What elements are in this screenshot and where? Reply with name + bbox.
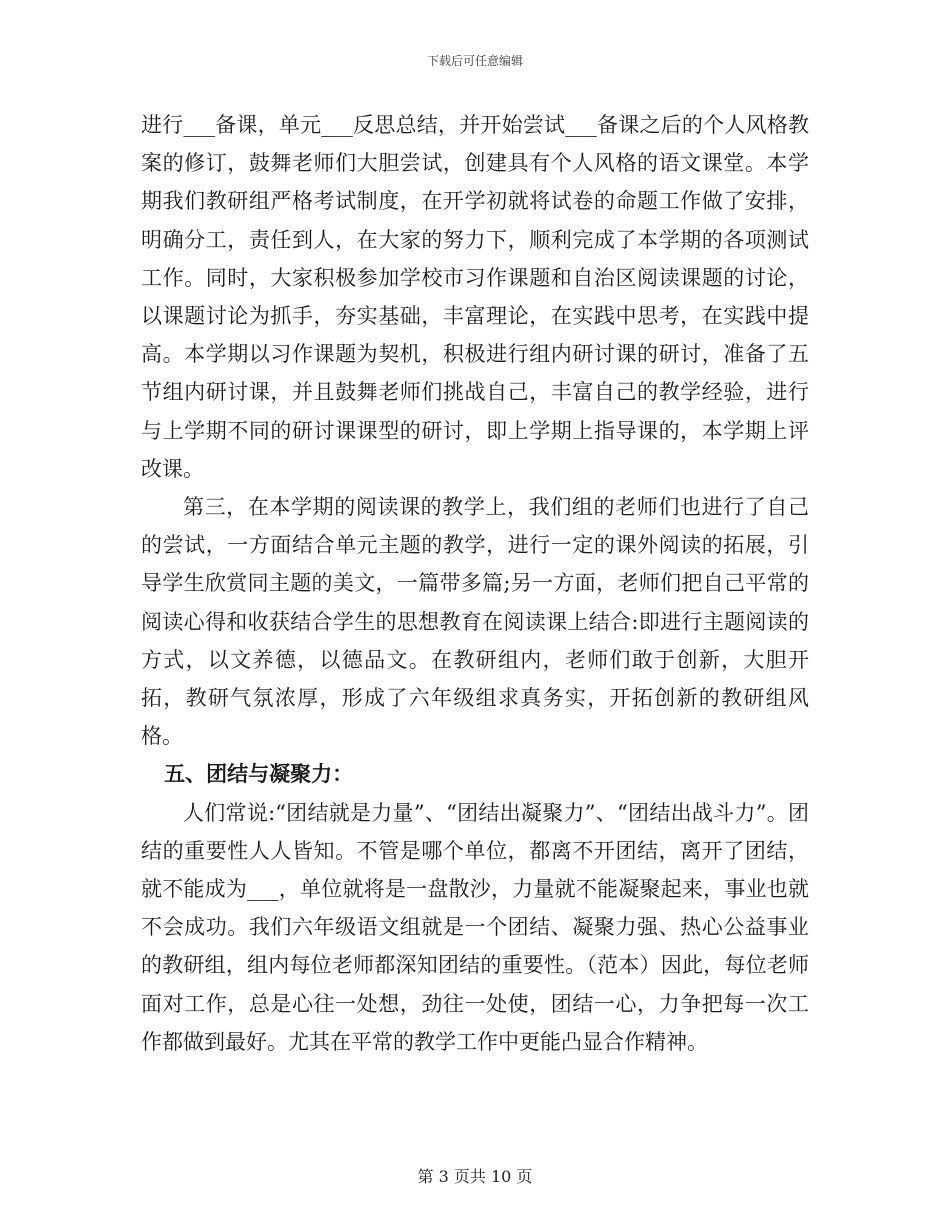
paragraph-lesson-prep: 进行___备课，单元___反思总结，并开始尝试___备课之后的个人风格教案的修订，鼓舞老师们大胆尝试，创建具有个人风格的语文课堂。本学期我们教研组严格考试制度，在开学初就将试卷的命题工作做了安排，明确分工，责任到人，在大家的努力下，顺利完成了本学期的各项测试工作。同时，大家积极参加学校市习作课题和自治区阅读课题的讨论，以课题讨论为抓手，夯实基础，丰富理论，在实践中思考，在实践中提高。本学期以习作课题为契机，积极进行组内研讨课的研讨，准备了五节组内研讨课，并且鼓舞老师们挑战自己，丰富自己的教学经验，进行与上学期不同的研讨课课型的研讨，即上学期上指导课的，本学期上评改课。 [141, 113, 809, 481]
paragraph-unity: 人们常说:“团结就是力量”、“团结出凝聚力”、“团结出战斗力”。团结的重要性人人皆知。不管是哪个单位，都离不开团结，离开了团结，就不能成为___，单位就将是一盘散沙，力量就不能凝聚起来，事业也就不会成功。我们六年级语文组就是一个团结、凝聚力强、热心公益事业的教研组，组内每位老师都深知团结的重要性。（范本）因此，每位老师面对工作，总是心往一处想，劲往一处使，团结一心，力争把每一次工作都做到最好。尤其在平常的教学工作中更能凸显合作精神。 [141, 800, 809, 1054]
section-heading-unity: 五、团结与凝聚力： [164, 762, 354, 787]
page-number: 第 3 页共 10 页 [417, 1167, 533, 1186]
page-header: 下载后可任意编辑 [426, 54, 523, 68]
document-body [141, 106, 809, 1061]
paragraph-reading-class: 第三，在本学期的阅读课的教学上，我们组的老师们也进行了自己的尝试，一方面结合单元主题的教学，进行一定的课外阅读的拓展，引导学生欣赏同主题的美文，一篇带多篇;另一方面，老师们把自己平常的阅读心得和收获结合学生的思想教育在阅读课上结合:即进行主题阅读的方式，以文养德，以德品文。在教研组内，老师们敢于创新，大胆开拓，教研气氛浓厚，形成了六年级组求真务实，开拓创新的教研组风格。 [141, 495, 809, 749]
